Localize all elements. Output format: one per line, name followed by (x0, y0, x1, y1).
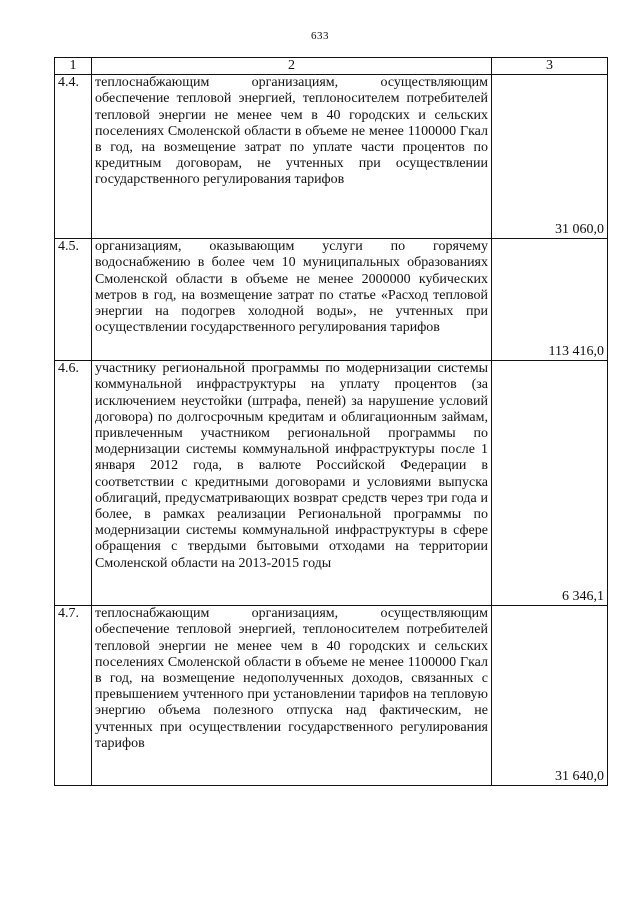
table-row (55, 75, 608, 239)
row-description: теплоснабжающим организациям, осуществляющим обеспечение тепловой энергией, теплоносителем потребителей тепловой энергии не менее чем в 40 городских и сельских поселениях Смоленской области в объеме не менее 1100000 Гкал в год, на возмещение недополученных доходов, связанных с превышением учтенного при установлении тарифов на тепловую энергию объема полезного отпуска над фактическим, не учтенных при осуществлении государственного регулирования тарифов (92, 606, 492, 786)
header-row (55, 58, 608, 75)
row-description: участнику региональной программы по модернизации системы коммунальной инфраструктуры на уплату процентов (за исключением неустойки (штрафа, пеней) за нарушение условий договора) по долгосрочным кредитам и облигационным займам, привлеченным участником региональной программы по модернизации системы коммунальной инфраструктуры после 1 января 2012 года, в валюте Российской Федерации в соответствии с кредитными договорами и условиями выпуска облигаций, предусматривающих возврат средств через три года и более, в рамках реализации Региональной программы по модернизации системы коммунальной инфраструктуры в сфере обращения с твердыми бытовыми отходами на территории Смоленской области на 2013-2015 годы (92, 361, 492, 606)
row-description: организациям, оказывающим услуги по горячему водоснабжению в более чем 10 муниципальных образованиях Смоленской области в объеме не менее 2000000 кубических метров в год, на возмещение затрат по статье «Расход тепловой энергии на подогрев холодной воды», не учтенных при осуществлении государственного регулирования тарифов (92, 239, 492, 361)
row-amount: 113 416,0 (492, 239, 608, 361)
row-description: теплоснабжающим организациям, осуществляющим обеспечение тепловой энергией, теплоносителем потребителей тепловой энергии не менее чем в 40 городских и сельских поселениях Смоленской области в объеме не менее 1100000 Гкал в год, на возмещение затрат по уплате части процентов по кредитным договорам, не учтенных при осуществлении государственного регулирования тарифов (92, 75, 492, 239)
column-header-description: 2 (92, 58, 492, 75)
column-header-number: 1 (55, 58, 92, 75)
row-amount: 6 346,1 (492, 361, 608, 606)
row-number: 4.4. (55, 75, 92, 239)
table-row (55, 606, 608, 786)
row-number: 4.5. (55, 239, 92, 361)
table-header (55, 58, 608, 75)
row-number: 4.7. (55, 606, 92, 786)
budget-table (54, 57, 608, 786)
table-body (55, 75, 608, 786)
page-number: 633 (311, 30, 329, 42)
table-row (55, 239, 608, 361)
row-amount: 31 060,0 (492, 75, 608, 239)
row-number: 4.6. (55, 361, 92, 606)
column-header-amount: 3 (492, 58, 608, 75)
table-row (55, 361, 608, 606)
row-amount: 31 640,0 (492, 606, 608, 786)
